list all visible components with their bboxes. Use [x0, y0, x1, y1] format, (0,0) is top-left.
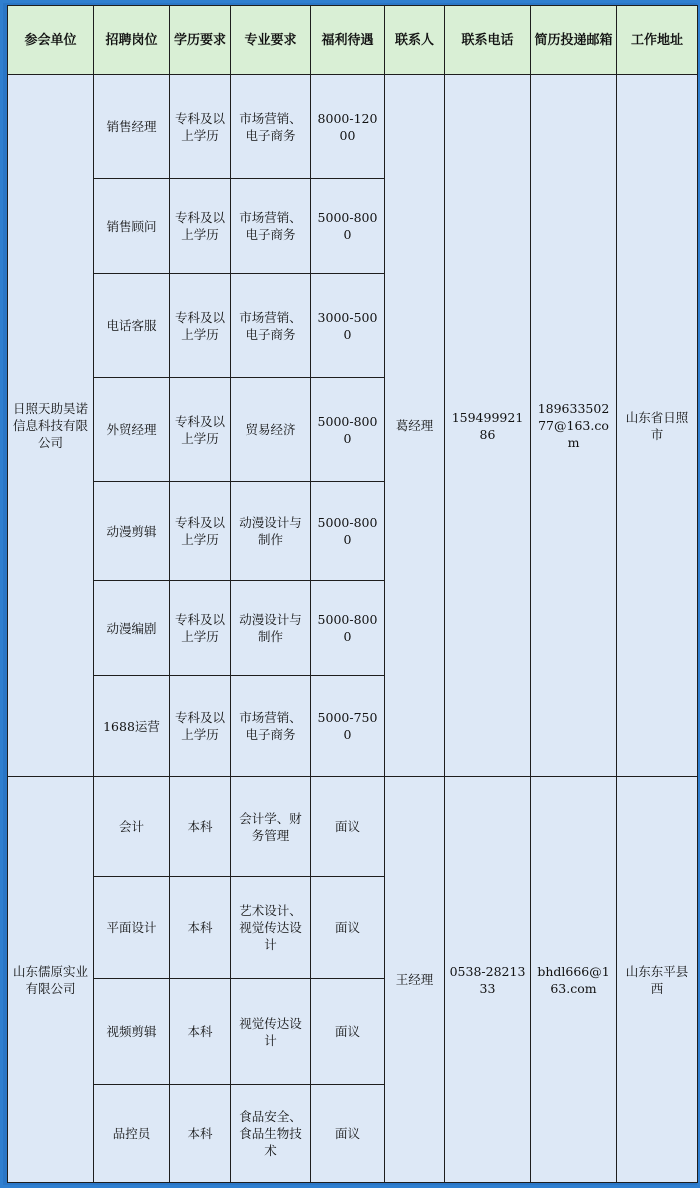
work-address: 山东省日照市 — [617, 75, 698, 777]
job-education: 本科 — [170, 979, 231, 1085]
header-address: 工作地址 — [617, 6, 698, 75]
header-row — [8, 6, 698, 75]
job-title: 品控员 — [94, 1085, 170, 1183]
job-title: 动漫剪辑 — [94, 482, 170, 581]
header-company: 参会单位 — [8, 6, 94, 75]
job-education: 专科及以上学历 — [170, 581, 231, 676]
job-title: 1688运营 — [94, 676, 170, 777]
job-title: 动漫编剧 — [94, 581, 170, 676]
job-education: 本科 — [170, 877, 231, 979]
job-education: 专科及以上学历 — [170, 482, 231, 581]
job-salary: 面议 — [311, 979, 385, 1085]
header-contact: 联系人 — [385, 6, 445, 75]
company-name: 山东儒原实业有限公司 — [8, 777, 94, 1183]
job-title: 外贸经理 — [94, 378, 170, 482]
resume-email: 18963350277@163.com — [531, 75, 617, 777]
job-education: 专科及以上学历 — [170, 179, 231, 274]
job-salary: 面议 — [311, 777, 385, 877]
job-title: 销售经理 — [94, 75, 170, 179]
resume-email: bhdl666@163.com — [531, 777, 617, 1183]
job-salary: 面议 — [311, 877, 385, 979]
job-major: 艺术设计、视觉传达设计 — [231, 877, 311, 979]
job-title: 销售顾问 — [94, 179, 170, 274]
job-salary: 5000-8000 — [311, 482, 385, 581]
job-education: 专科及以上学历 — [170, 274, 231, 378]
job-salary: 5000-8000 — [311, 581, 385, 676]
job-major: 市场营销、电子商务 — [231, 274, 311, 378]
job-major: 动漫设计与制作 — [231, 581, 311, 676]
job-education: 专科及以上学历 — [170, 75, 231, 179]
job-title: 平面设计 — [94, 877, 170, 979]
header-salary: 福利待遇 — [311, 6, 385, 75]
job-salary: 5000-7500 — [311, 676, 385, 777]
header-email: 简历投递邮箱 — [531, 6, 617, 75]
job-title: 会计 — [94, 777, 170, 877]
header-major: 专业要求 — [231, 6, 311, 75]
job-major: 动漫设计与制作 — [231, 482, 311, 581]
header-position: 招聘岗位 — [94, 6, 170, 75]
job-major: 会计学、财务管理 — [231, 777, 311, 877]
contact-phone: 0538-2821333 — [445, 777, 531, 1183]
job-salary: 8000-12000 — [311, 75, 385, 179]
job-salary: 5000-8000 — [311, 179, 385, 274]
recruitment-table — [7, 5, 698, 1183]
company-name: 日照天助昊诺信息科技有限公司 — [8, 75, 94, 777]
job-salary: 面议 — [311, 1085, 385, 1183]
table-row — [8, 75, 698, 179]
job-title: 电话客服 — [94, 274, 170, 378]
contact-phone: 15949992186 — [445, 75, 531, 777]
table-row — [8, 777, 698, 877]
job-salary: 3000-5000 — [311, 274, 385, 378]
job-education: 专科及以上学历 — [170, 676, 231, 777]
job-major: 市场营销、电子商务 — [231, 75, 311, 179]
job-title: 视频剪辑 — [94, 979, 170, 1085]
job-education: 专科及以上学历 — [170, 378, 231, 482]
job-major: 贸易经济 — [231, 378, 311, 482]
contact-person: 葛经理 — [385, 75, 445, 777]
job-major: 市场营销、电子商务 — [231, 179, 311, 274]
job-education: 本科 — [170, 777, 231, 877]
work-address: 山东东平县西 — [617, 777, 698, 1183]
contact-person: 王经理 — [385, 777, 445, 1183]
page-frame — [3, 3, 697, 1185]
job-major: 市场营销、电子商务 — [231, 676, 311, 777]
job-major: 食品安全、食品生物技术 — [231, 1085, 311, 1183]
job-education: 本科 — [170, 1085, 231, 1183]
header-phone: 联系电话 — [445, 6, 531, 75]
job-major: 视觉传达设计 — [231, 979, 311, 1085]
header-education: 学历要求 — [170, 6, 231, 75]
job-salary: 5000-8000 — [311, 378, 385, 482]
